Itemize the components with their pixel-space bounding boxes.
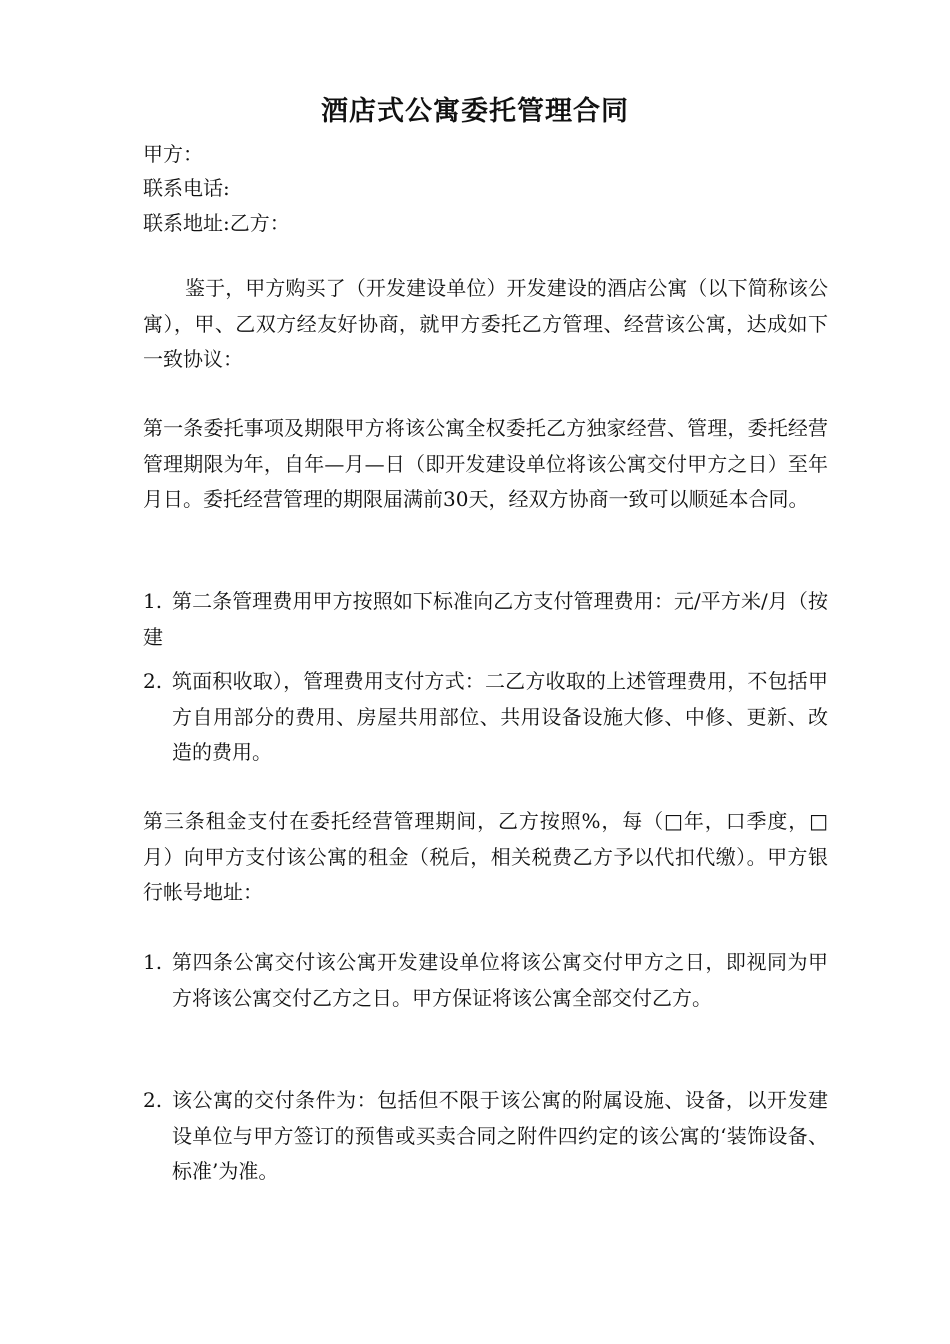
list-item-number: 1. xyxy=(143,950,163,974)
article-1-paragraph: 第一条委托事项及期限甲方将该公寓全权委托乙方独家经营、管理，委托经营管理期限为年，自年—月—日（即开发建设单位将该公寓交付甲方之日）至年月日。委托经营管理的期限届满前30天，经双方协商一致可以顺延本合同。 xyxy=(143,416,828,511)
party-a-line: 甲方： xyxy=(143,142,203,166)
list-item xyxy=(143,664,828,771)
preamble-paragraph: 鉴于，甲方购买了（开发建设单位）开发建设的酒店公寓（以下简称该公寓），甲、乙双方经友好协商，就甲方委托乙方管理、经营该公寓，达成如下一致协议： xyxy=(143,276,828,371)
article-2-text: 第二条管理费用甲方按照如下标准向乙方支付管理费用：元/平方米/月（按建 xyxy=(143,589,828,649)
list-item-number: 2. xyxy=(143,669,163,693)
list-item xyxy=(143,584,828,655)
contact-phone-line: 联系电话: xyxy=(143,176,230,200)
list-item-number: 1. xyxy=(143,589,163,613)
list-item-number: 2. xyxy=(143,1088,163,1112)
document-title: 酒店式公寓委托管理合同 xyxy=(321,96,629,127)
contact-address-line: 联系地址:乙方： xyxy=(143,211,290,235)
article-3-paragraph: 第三条租金支付在委托经营管理期间，乙方按照%，每（□年，口季度，□月）向甲方支付该公寓的租金（税后，相关税费乙方予以代扣代缴）。甲方银行帐号地址： xyxy=(143,809,828,904)
list-item-text: 该公寓的交付条件为：包括但不限于该公寓的附属设施、设备，以开发建设单位与甲方签订的预售或买卖合同之附件四约定的该公寓的‘装饰设备、标准’为准。 xyxy=(172,1088,828,1183)
list-item-text: 筑面积收取），管理费用支付方式：二乙方收取的上述管理费用，不包括甲方自用部分的费用、房屋共用部位、共用设备设施大修、中修、更新、改造的费用。 xyxy=(172,669,828,764)
list-item xyxy=(143,1083,828,1190)
list-item-text xyxy=(143,584,828,655)
list-item-text: 第四条公寓交付该公寓开发建设单位将该公寓交付甲方之日，即视同为甲方将该公寓交付乙方之日。甲方保证将该公寓全部交付乙方。 xyxy=(172,950,828,1010)
list-item xyxy=(143,945,828,1016)
